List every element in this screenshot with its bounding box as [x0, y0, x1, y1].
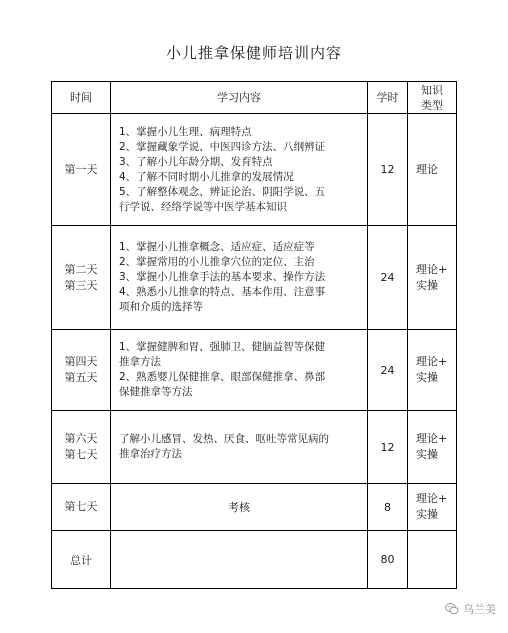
- content-line: 考核: [228, 501, 250, 514]
- watermark: [445, 601, 496, 617]
- content-line: 保健推拿等方法: [119, 386, 193, 398]
- content-line: 行学说、经络学说等中医学基本知识: [119, 200, 287, 213]
- header-hours: 学时: [368, 82, 408, 114]
- row-type: [408, 411, 457, 484]
- type-line: 理论+: [416, 432, 448, 445]
- row-hours: 12: [368, 411, 408, 484]
- time-line: 第一天: [64, 162, 98, 176]
- type-line: 实操: [416, 508, 438, 521]
- time-line: 总计: [70, 553, 92, 567]
- header-type-line: 类型: [421, 98, 443, 112]
- header-time: 时间: [52, 82, 111, 114]
- time-line: 第三天: [64, 278, 98, 292]
- watermark-text: 乌兰美: [463, 603, 496, 616]
- row-type: [408, 226, 457, 330]
- row-time: [52, 114, 111, 226]
- content-line: 4、熟悉小儿推拿的特点、基本作用、注意事: [119, 286, 326, 298]
- type-line: 理论+: [416, 492, 448, 505]
- page-title: 小儿推拿保健师培训内容: [165, 44, 342, 62]
- type-line: 理论+: [416, 262, 448, 276]
- table-row: [52, 226, 457, 330]
- row-type: [408, 531, 457, 589]
- row-content: [111, 114, 368, 226]
- type-line: 实操: [416, 448, 438, 461]
- content-line: 1、掌握健脾和胃、强肺卫、健脑益智等保健: [119, 341, 326, 353]
- header-type-line: 知识: [421, 83, 443, 97]
- row-time: [52, 484, 111, 531]
- time-line: 第四天: [64, 355, 98, 368]
- row-type: [408, 484, 457, 531]
- wechat-icon: [445, 602, 459, 616]
- time-line: 第七天: [64, 500, 98, 513]
- type-line: 实操: [416, 371, 438, 384]
- header-type: [408, 82, 457, 114]
- row-content: [111, 411, 368, 484]
- content-line: 2、掌握藏象学说、中医四诊方法、八纲辨证: [119, 140, 326, 153]
- content-line: 了解小儿感冒、发热、厌食、呕吐等常见病的: [119, 433, 329, 445]
- row-hours: 80: [368, 531, 408, 589]
- table-header-row: [52, 82, 457, 114]
- table-row: [52, 114, 457, 226]
- row-content: [111, 531, 368, 589]
- content-line: 4、了解不同时期小儿推拿的发展情况: [119, 170, 294, 183]
- time-line: 第二天: [64, 262, 98, 276]
- table-row-total: [52, 531, 457, 589]
- row-content: [111, 226, 368, 330]
- row-time: [52, 226, 111, 330]
- content-line: 3、了解小儿年龄分期、发育特点: [119, 155, 273, 168]
- time-line: 第六天: [64, 432, 98, 445]
- table-row: [52, 411, 457, 484]
- content-line: 项和介质的选择等: [119, 301, 203, 313]
- content-line: 1、掌握小儿推拿概念、适应症、适应症等: [119, 241, 315, 253]
- row-time: [52, 411, 111, 484]
- row-content: [111, 330, 368, 411]
- header-content: 学习内容: [111, 82, 368, 114]
- content-line: 5、了解整体观念、辨证论治、阴阳学说、五: [119, 185, 326, 198]
- row-hours: 12: [368, 114, 408, 226]
- row-time: [52, 330, 111, 411]
- content-line: 1、掌握小儿生理、病理特点: [119, 125, 252, 138]
- row-content: [111, 484, 368, 531]
- row-type: [408, 330, 457, 411]
- content-line: 2、熟悉婴儿保健推拿、眼部保健推拿、鼻部: [119, 371, 326, 383]
- row-time: [52, 531, 111, 589]
- content-line: 2、掌握常用的小儿推拿穴位的定位、主治: [119, 256, 315, 268]
- table-row: [52, 330, 457, 411]
- type-line: 理论: [416, 162, 438, 176]
- table-row: [52, 484, 457, 531]
- content-line: 3、掌握小儿推拿手法的基本要求、操作方法: [119, 271, 326, 283]
- type-line: 实操: [416, 278, 438, 292]
- content-line: 推拿治疗方法: [119, 448, 182, 460]
- type-line: 理论+: [416, 355, 448, 368]
- training-table: [51, 81, 457, 589]
- time-line: 第五天: [64, 371, 98, 384]
- row-hours: 24: [368, 226, 408, 330]
- content-line: 推拿方法: [119, 356, 161, 368]
- row-hours: 8: [368, 484, 408, 531]
- row-hours: 24: [368, 330, 408, 411]
- row-type: [408, 114, 457, 226]
- time-line: 第七天: [64, 448, 98, 461]
